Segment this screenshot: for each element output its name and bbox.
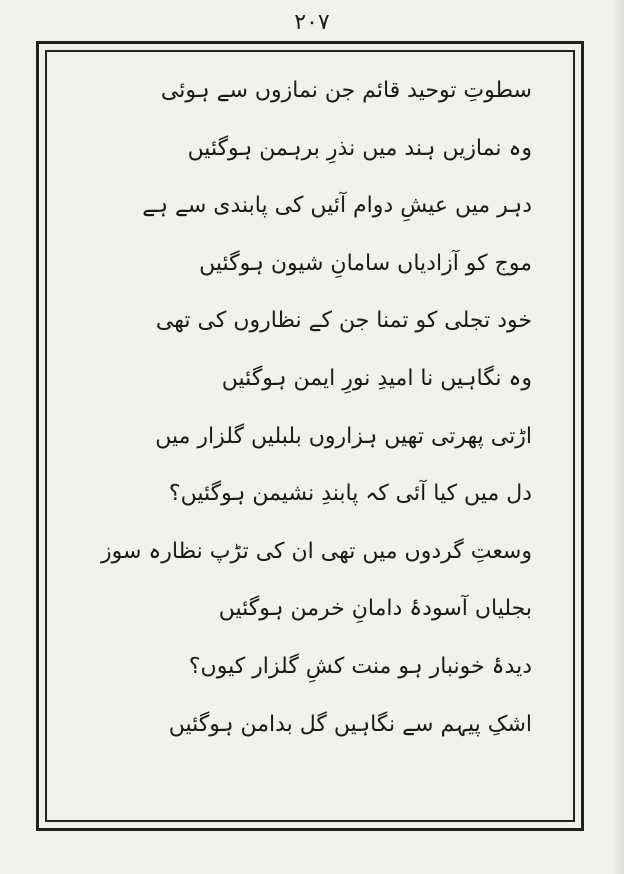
page-edge-shadow: [612, 0, 624, 874]
verse-line: دیدۂ خونبار ہو منت کشِ گلزار کیوں؟: [188, 653, 532, 679]
verse-line: دل میں کیا آئی کہ پابندِ نشیمن ہوگئیں؟: [168, 481, 532, 507]
verse-line: موج کو آزادیاں سامانِ شیون ہوگئیں: [199, 250, 532, 276]
verse-line: بجلیاں آسودۂ دامانِ خرمن ہوگئیں: [218, 596, 532, 622]
verse-line: وہ نمازیں ہند میں نذرِ برہمن ہوگئیں: [187, 135, 532, 161]
verse-line: وہ نگاہیں نا امیدِ نورِ ایمن ہوگئیں: [221, 365, 532, 391]
verse-line: اشکِ پیہم سے نگاہیں گل بدامن ہوگئیں: [168, 711, 532, 737]
verse-line: وسعتِ گردوں میں تھی ان کی تڑپ نظارہ سوز: [100, 538, 532, 564]
verse-line: خود تجلی کو تمنا جن کے نظاروں کی تھی: [155, 308, 532, 334]
poem-verses: [60, 62, 560, 812]
page-number: ۲۰۷: [294, 10, 330, 35]
verse-line: اڑتی پھرتی تھیں ہزاروں بلبلیں گلزار میں: [155, 423, 532, 449]
verse-line: سطوتِ توحید قائم جن نمازوں سے ہوئی: [160, 78, 532, 103]
verse-line: دہر میں عیشِ دوام آئیں کی پابندی سے ہے: [142, 193, 532, 219]
